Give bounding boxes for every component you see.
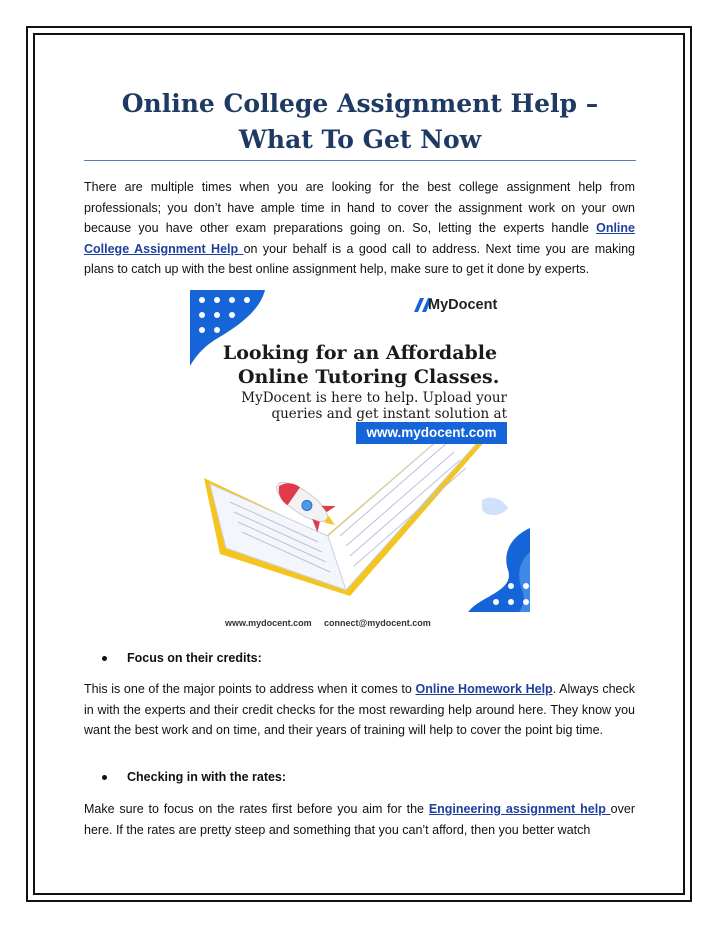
ad-headline-1: Looking for an Affordable	[222, 342, 498, 364]
ad-subtext-2: queries and get instant solution at	[271, 406, 507, 422]
bullet-dot-icon	[102, 656, 107, 661]
section1-heading: Focus on their credits:	[127, 651, 262, 665]
bullet-dot-icon	[102, 775, 107, 780]
online-college-assignment-help-link[interactable]: Online College Assignment Help	[84, 221, 635, 256]
mydocent-ad-image	[190, 290, 530, 634]
online-homework-help-link[interactable]: Online Homework Help	[415, 682, 553, 696]
ad-headline-2: Online Tutoring Classes.	[238, 366, 500, 388]
ad-footer-website: www.mydocent.com	[225, 618, 312, 628]
intro-paragraph: There are multiple times when you are looking for the best college assignment help from professionals; you don’t have ample time in hand to cover the assignment work on your own because you have other exam preparations going on. So, letting the experts handle Online College Assignment Help on your behalf is a good call to address. Next time you are making plans to catch up with the best online assignment help, make sure to get it done by experts.	[84, 180, 635, 277]
ad-footer-email: connect@mydocent.com	[324, 618, 431, 628]
page-title	[84, 86, 636, 158]
ad-subtext-1: MyDocent is here to help. Upload your	[241, 390, 507, 406]
ad-website-button: www.mydocent.com	[356, 422, 507, 444]
section2-heading: Checking in with the rates:	[127, 770, 287, 784]
mydocent-logo: MyDocent	[428, 297, 498, 313]
ad-footer	[190, 612, 530, 634]
engineering-assignment-help-link[interactable]: Engineering assignment help	[428, 802, 611, 816]
section1-paragraph: This is one of the major points to address when it comes to Online Homework Help. Always check in with the experts and their credit checks for the most rewarding help around here. They know you want the best work and on time, and their years of training will help to cover the point big time.	[84, 682, 635, 738]
title-line-1: Online College Assignment Help –	[121, 89, 599, 118]
title-line-2: What To Get Now	[238, 125, 482, 154]
title-divider	[84, 160, 636, 161]
section2-paragraph: Make sure to focus on the rates first before you aim for the Engineering assignment help over here. If the rates are pretty steep and something that you can’t afford, then you better watch	[84, 802, 635, 837]
